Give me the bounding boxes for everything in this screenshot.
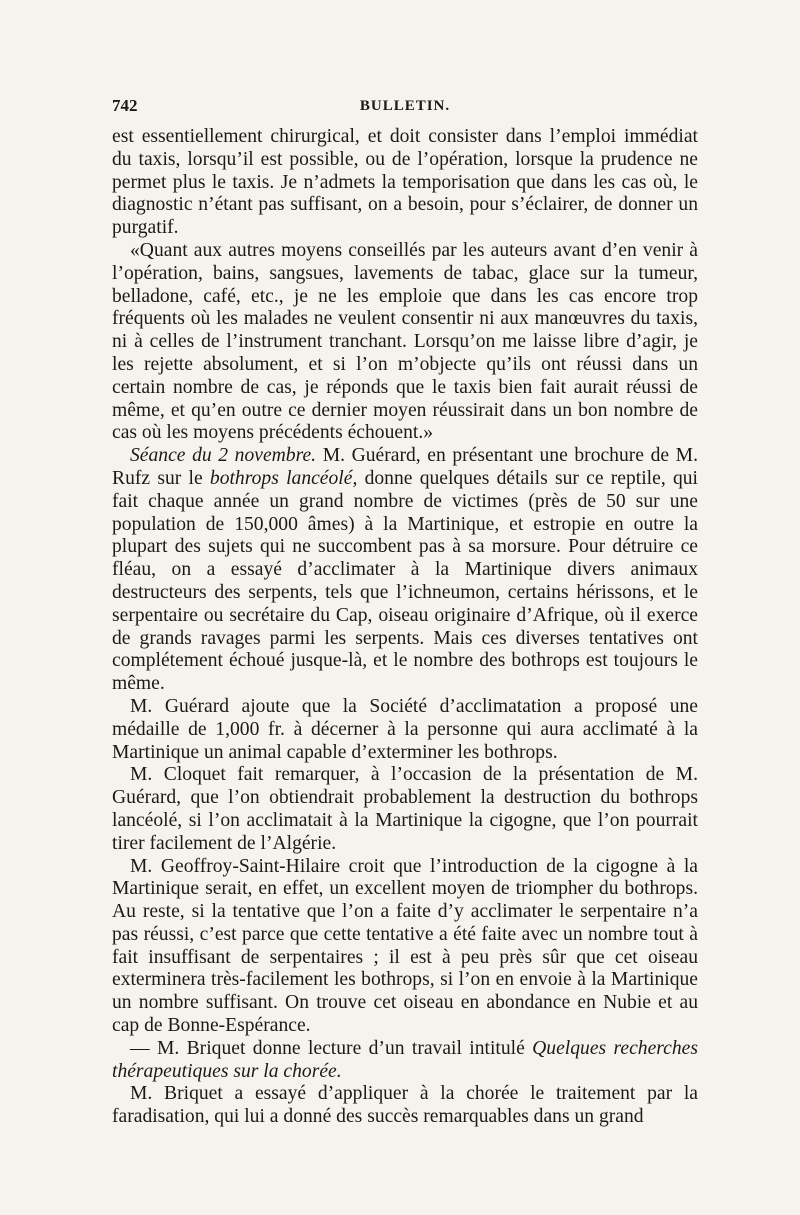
paragraph-text: M. Briquet a essayé d’appliquer à la chorée le traitement par la faradisation, qui lui a donné des succès remarquables dans un grand [112,1083,698,1128]
paragraph-text: M. Guérard, en présentant une brochure de M. Rufz sur le [112,445,699,489]
paragraph-cloquet [112,764,698,855]
book-page [112,96,698,1129]
paragraph-briquet [112,1083,698,1129]
paragraph-text: M. Cloquet fait remarquer, à l’occasion de la présentation de M. Guérard, que l’on obtiendrait probablement la destruction du bothrops lancéolé, si l’on acclimatait à la Martinique la cigogne, que l’on pourrait tirer facilement de l’Algérie. [112,764,698,854]
paragraph-seance [112,445,698,696]
paragraph-geoffroy [112,856,698,1038]
running-head [112,96,698,126]
running-title: BULLETIN. [359,98,451,114]
work-title: Quelques recherches thérapeutiques sur la chorée. [112,1037,698,1082]
species-name: bothrops lancéolé, [209,467,358,489]
paragraph-briquet-intro [112,1038,698,1084]
seance-date: Séance du 2 novembre. [130,445,317,467]
paragraph-continuation [112,126,698,240]
paragraph-text: M. Geoffroy-Saint-Hilaire croit que l’introduction de la cigogne à la Martinique serait, en effet, un excellent moyen de triompher du bothrops. Au reste, si la tentative que l’on a faite d’y acclimater le serpentaire n’a pas réussi, c’est parce que cette tentative a été faite avec un nombre tout à fait insuffisant de serpentaires ; il est à peu près sûr que cet oiseau exterminera très-facilement les bothrops, si l’on en envoie à la Martinique un nombre suffisant. On trouve cet oiseau en abondance en Nubie et au cap de Bonne-Espérance. [112,855,698,1037]
paragraph-text: «Quant aux autres moyens conseillés par les auteurs avant d’en venir à l’opération, bains, sangsues, lavements de tabac, glace sur la tumeur, belladone, café, etc., je ne les emploie que dans les cas encore trop fréquents où les malades ne veulent consentir ni aux manœuvres du taxis, ni à celles de l’instrument tranchant. Lorsqu’on me laisse libre d’agir, je les rejette absolument, et si l’on m’objecte qu’ils ont réussi dans un certain nombre de cas, je réponds que le taxis bien fait aurait réussi de même, et qu’en outre ce dernier moyen réussirait dans un bon nombre de cas où les moyens précédents échouent.» [112,239,698,444]
paragraph-text: M. Guérard ajoute que la Société d’acclimatation a proposé une médaille de 1,000 fr. à décerner à la personne qui aura acclimaté à la Martinique un animal capable d’exterminer les bothrops. [112,695,698,763]
paragraph-text: — M. Briquet donne lecture d’un travail intitulé [130,1037,533,1059]
paragraph-quote [112,240,698,445]
page-number: 742 [112,96,138,115]
paragraph-guerard [112,696,698,764]
body-text [112,126,698,1129]
paragraph-text: donne quelques détails sur ce reptile, qui fait chaque année un grand nombre de victimes (près de 50 sur une population de 150,000 âmes) à la Martinique, et estropie en outre la plupart des sujets qui ne succombent pas à sa morsure. Pour détruire ce fléau, on a essayé d’acclimater à la Martinique divers animaux destructeurs des serpents, tels que l’ichneumon, certains hérissons, et le serpentaire ou secrétaire du Cap, oiseau originaire d’Afrique, où il exerce de grands ravages parmi les serpents. Mais ces diverses tentatives ont complétement échoué jusque-là, et le nombre des bothrops est toujours le même. [112,467,698,695]
paragraph-text: est essentiellement chirurgical, et doit consister dans l’emploi immédiat du taxis, lorsqu’il est possible, ou de l’opération, lorsque la prudence ne permet plus le taxis. Je n’admets la temporisation que dans les cas où, le diagnostic n’étant pas suffisant, on a besoin, pour s’éclairer, de donner un purgatif. [112,126,698,239]
